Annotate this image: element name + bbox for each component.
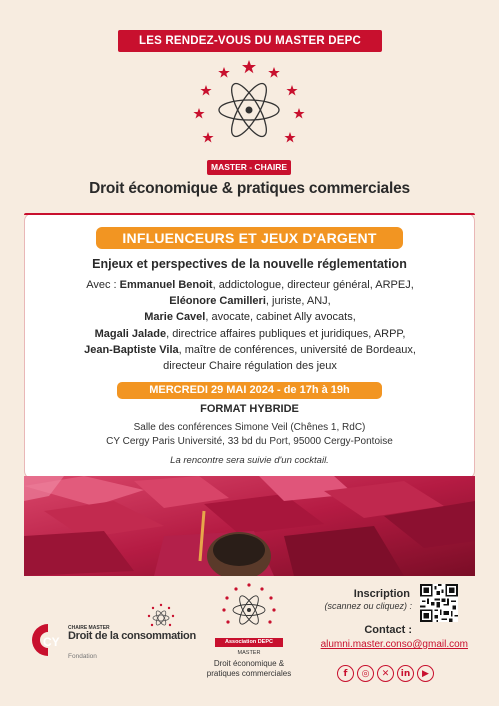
social-links — [337, 665, 434, 682]
qr-code[interactable] — [420, 584, 458, 622]
speaker-line-3: Marie Cavel, avocate, cabinet Ally avocats, — [144, 311, 356, 324]
speaker-name: Marie Cavel — [144, 311, 206, 324]
cy-fondation-label: Fondation — [68, 653, 97, 660]
speaker-name: Emmanuel Benoit — [119, 279, 213, 291]
event-title: INFLUENCEURS ET JEUX D'ARGENT — [96, 227, 403, 249]
program-title: Droit économique & pratiques commerciales — [89, 180, 410, 197]
association-tag: Association DEPC — [215, 638, 283, 647]
x-twitter-icon[interactable]: ✕ — [377, 665, 394, 682]
cy-university-logo — [31, 620, 65, 660]
speaker-line-5: Jean-Baptiste Vila, maître de conférences, université de Bordeaux, — [84, 343, 416, 356]
facebook-icon[interactable]: f — [337, 665, 354, 682]
linkedin-icon[interactable]: in — [397, 665, 414, 682]
cocktail-note: La rencontre sera suivie d'un cocktail. — [170, 455, 329, 466]
venue-line-1: Salle des conférences Simone Veil (Chênes 1, RdC) — [133, 422, 366, 433]
inscription-heading: Inscription — [353, 588, 410, 600]
speaker-name: Magali Jalade — [94, 327, 167, 340]
contact-email-link[interactable]: alumni.master.conso@gmail.com — [320, 639, 468, 650]
event-subtitle: Enjeux et perspectives de la nouvelle réglementation — [92, 257, 407, 271]
depc-association-logo — [209, 582, 289, 634]
inscription-instruction: (scannez ou cliquez) : — [324, 601, 412, 611]
speaker-line-2: Eléonore Camilleri, juriste, ANJ, — [169, 295, 331, 308]
atom-stars-logo — [184, 58, 314, 154]
instagram-icon[interactable]: ◎ — [357, 665, 374, 682]
svg-text:CY: CY — [43, 635, 60, 649]
speakers-list — [40, 277, 460, 374]
speaker-line-1: Avec : Emmanuel Benoit, addictologue, directeur général, ARPEJ, — [86, 279, 414, 291]
event-date: MERCREDI 29 MAI 2024 - de 17h à 19h — [117, 382, 382, 399]
association-name: Droit économique & pratiques commerciales — [206, 659, 292, 678]
speaker-name: Eléonore Camilleri — [169, 295, 266, 308]
venue-address — [0, 421, 499, 449]
venue-line-2: CY Cergy Paris Université, 33 bd du Port, 95000 Cergy-Pontoise — [106, 436, 393, 447]
card-accent-line — [24, 213, 475, 215]
series-banner: LES RENDEZ-VOUS DU MASTER DEPC — [118, 30, 382, 52]
speaker-line-6: directeur Chaire régulation des jeux — [163, 360, 337, 373]
event-format: FORMAT HYBRIDE — [200, 403, 299, 415]
cy-chaire-label: CHAIRE MASTER — [68, 625, 110, 631]
small-atom-logo — [147, 603, 175, 631]
contact-heading: Contact : — [364, 624, 412, 636]
association-master-label: MASTER — [237, 650, 261, 656]
cy-chaire-name: Droit de la consommation — [68, 630, 196, 642]
speaker-name: Jean-Baptiste Vila — [84, 343, 179, 356]
graduation-caps-photo — [24, 476, 475, 576]
master-chaire-tag: MASTER - CHAIRE — [207, 160, 291, 175]
speaker-line-4: Magali Jalade, directrice affaires publiques et juridiques, ARPP, — [94, 327, 406, 340]
youtube-icon[interactable]: ▶ — [417, 665, 434, 682]
